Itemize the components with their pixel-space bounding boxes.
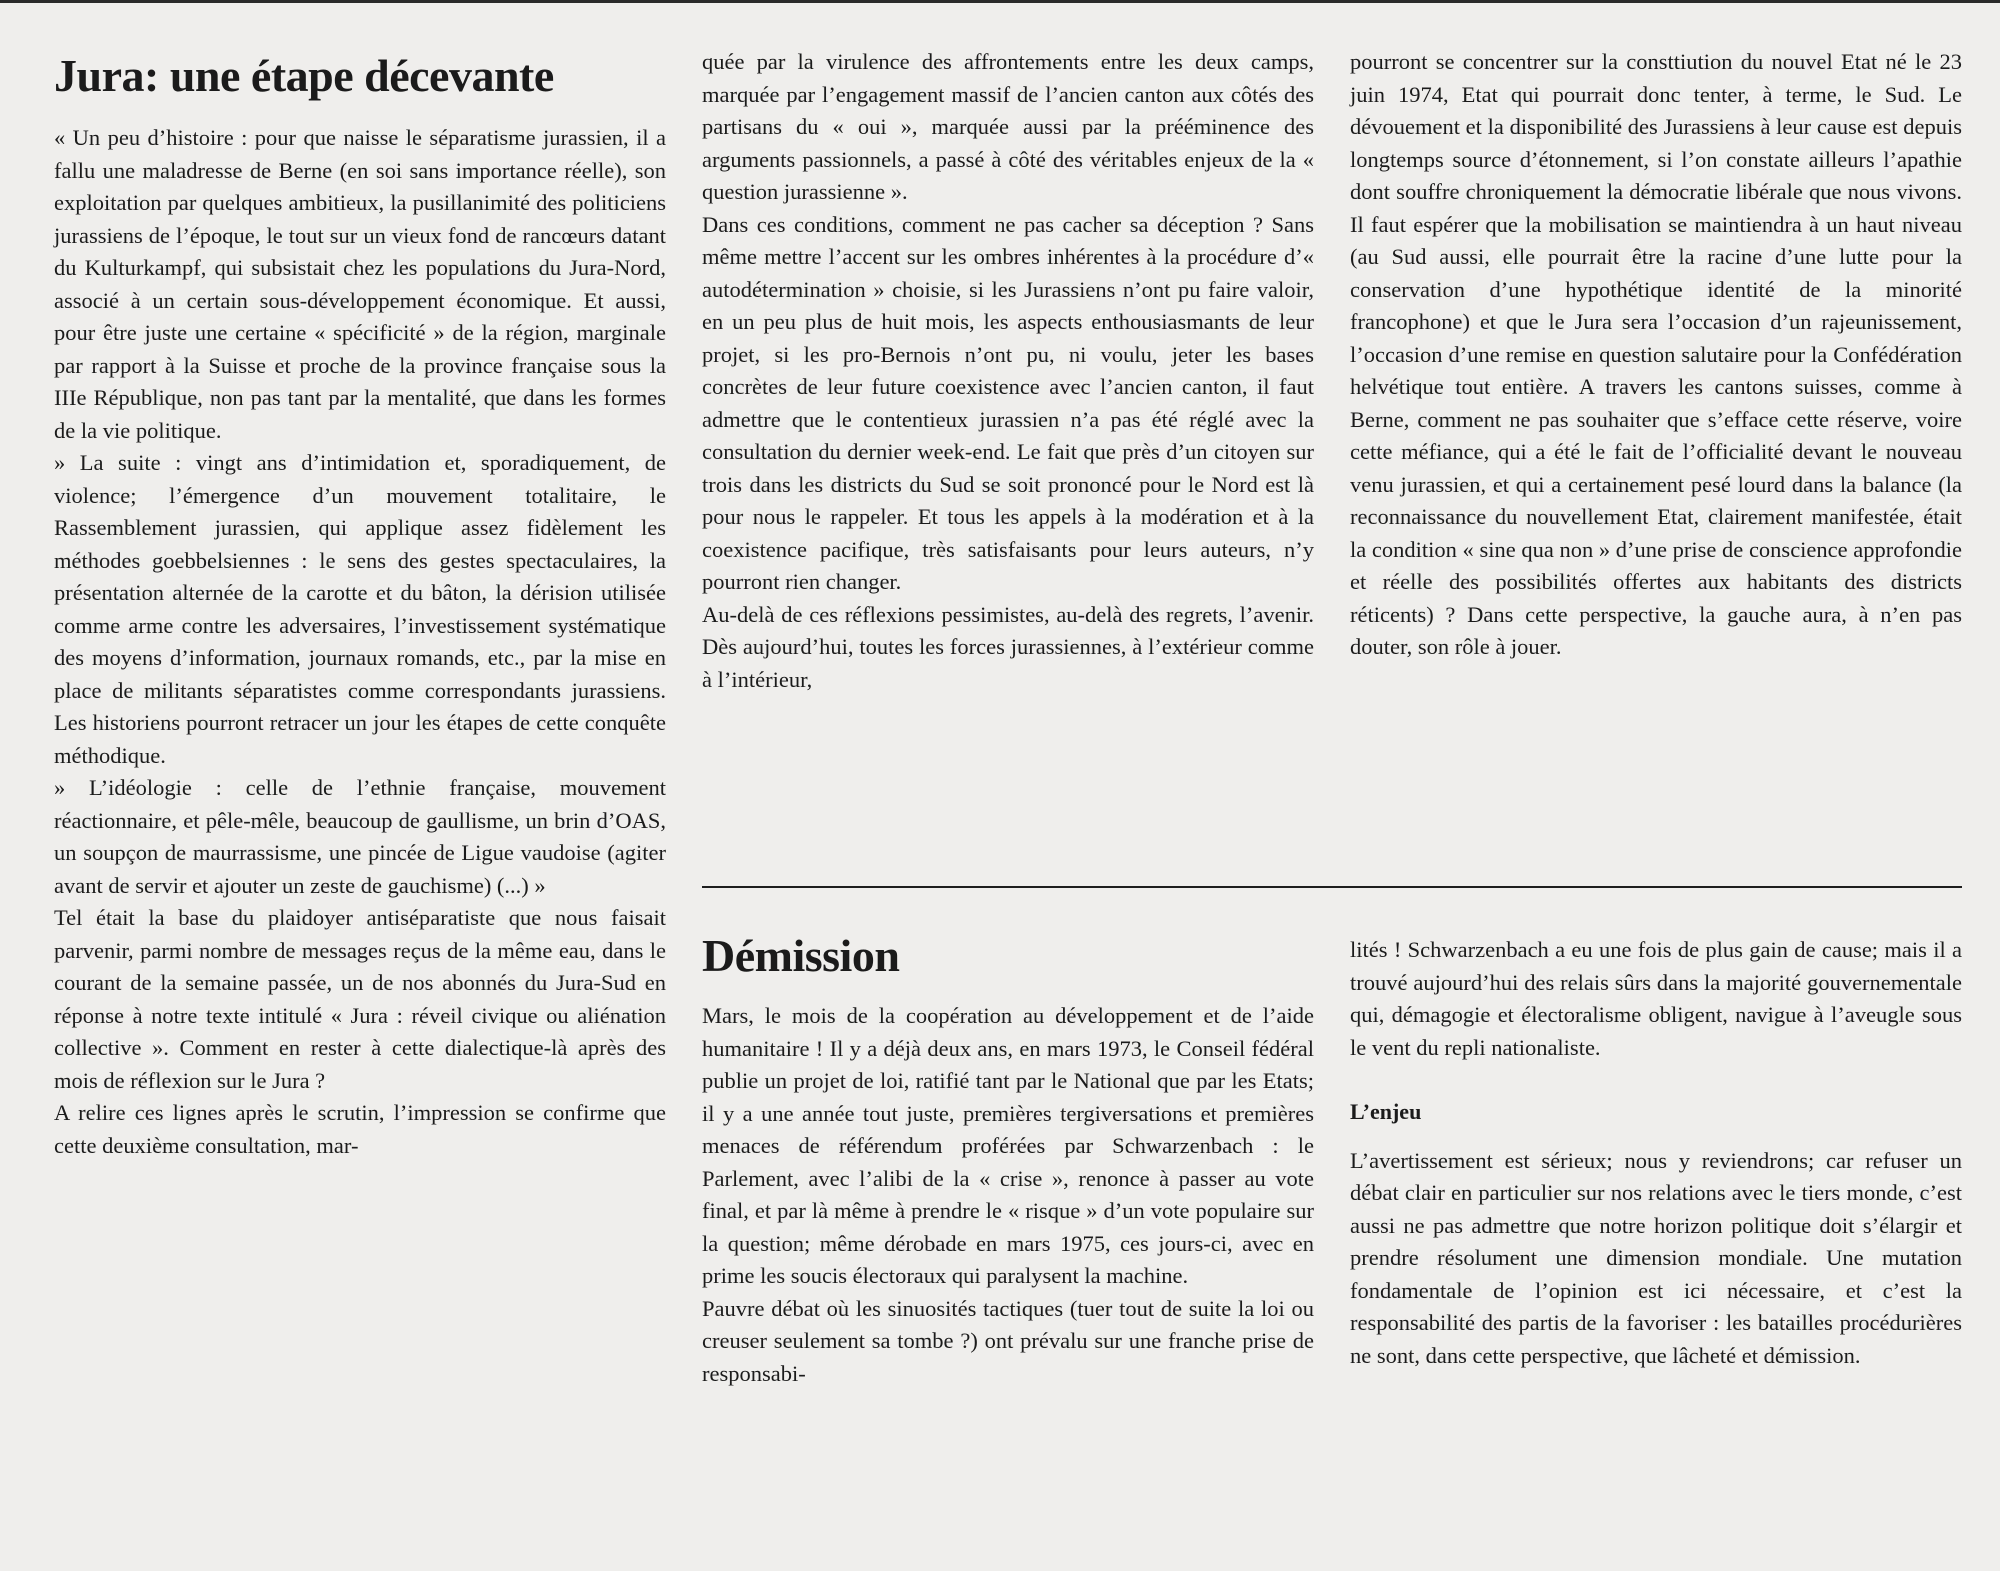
paragraph: quée par la virulence des affrontements entre les deux camps, marquée par l’engagement massif de l’ancien canton aux côtés des partisans du « oui », marquée aussi par la prééminence des arguments passionnels, a passé à côté des véritables enjeux de la « question jurassienne ». bbox=[702, 49, 1314, 204]
paragraph: « Un peu d’histoire : pour que naisse le séparatisme jurassien, il a fallu une maladresse de Berne (en soi sans importance réelle), son exploitation par quelques ambitieux, la pusillanimité des politiciens jurassiens de l’époque, le tout sur un vieux fond de rancœurs datant du Kulturkampf, qui subsistait chez les populations du Jura-Nord, associé à un certain sous-développement économique. Et aussi, pour être juste une certaine « spécificité » de la région, marginale par rapport à la Suisse et proche de la province française sous la IIIe République, non pas tant par la mentalité, que dans les formes de la vie politique. bbox=[54, 125, 666, 443]
paragraph: Au-delà de ces réflexions pessimistes, au-delà des regrets, l’avenir. Dès aujourd’hui, toutes les forces jurassiennes, à l’extérieur comme à l’intérieur, bbox=[702, 601, 1314, 692]
section-divider bbox=[702, 886, 1962, 888]
demission-column-2 bbox=[1350, 934, 1962, 1372]
jura-column-1 bbox=[54, 122, 666, 1162]
paragraph: Tel était la base du plaidoyer antiséparatiste que nous faisait parvenir, parmi nombre de messages reçus de la même eau, dans le courant de la semaine passée, un de nos abonnés du Jura-Sud en réponse à notre texte intitulé « Jura : réveil civique ou aliénation collective ». Comment en rester à cette dialectique-là après des mois de réflexion sur le Jura ? bbox=[54, 905, 666, 1093]
jura-column-3 bbox=[1350, 46, 1962, 664]
article-title-demission: Démission bbox=[702, 930, 900, 981]
subheading-enjeu: L’enjeu bbox=[1350, 1099, 1422, 1124]
paragraph: Mars, le mois de la coopération au développement et de l’aide humanitaire ! Il y a déjà deux ans, en mars 1973, le Conseil fédéral publie un projet de loi, ratifié tant par le National que par les Etats; il y a une année tout juste, premières tergiversations et premières menaces de référendum proférées par Schwarzenbach : le Parlement, avec l’alibi de la « crise », renonce à passer au vote final, et par là même à prendre le « risque » d’un vote populaire sur la question; même dérobade en mars 1975, ces jours-ci, avec en prime les soucis électoraux qui paralysent la machine. bbox=[702, 1003, 1314, 1288]
paragraph: Dans ces conditions, comment ne pas cacher sa déception ? Sans même mettre l’accent sur les ombres inhérentes à la procédure d’« autodétermination » choisie, si les Jurassiens n’ont pu faire valoir, en un peu plus de huit mois, les aspects enthousiasmants de leur projet, si les pro-Bernois n’ont pu, ni voulu, jeter les bases concrètes de leur future coexistence avec l’ancien canton, il faut admettre que le contentieux jurassien n’a pas été réglé avec la consultation du dernier week-end. Le fait que près d’un citoyen sur trois dans les districts du Sud se soit prononcé pour le Nord est là pour nous le rappeler. Et tous les appels à la modération et à la coexistence pacifique, très satisfaisants pour leurs auteurs, n’y pourront rien changer. bbox=[702, 211, 1314, 594]
paragraph: L’avertissement est sérieux; nous y reviendrons; car refuser un débat clair en particulier sur nos relations avec le tiers monde, c’est aussi ne pas admettre que notre horizon politique doit s’élargir et prendre résolument une dimension mondiale. Une mutation fondamentale de l’opinion est ici nécessaire, et c’est la responsabilité des partis de la favoriser : les batailles procédurières ne sont, dans cette perspective, que lâcheté et démission. bbox=[1350, 1147, 1962, 1368]
top-border bbox=[0, 0, 2000, 3]
paragraph: » La suite : vingt ans d’intimidation et, sporadiquement, de violence; l’émergence d’un mouvement totalitaire, le Rassemblement jurassien, qui applique assez fidèlement les méthodes goebbelsiennes : le sens des gestes spectaculaires, la présentation alternée de la carotte et du bâton, la dérision utilisée comme arme contre les adversaires, l’investissement systématique des moyens d’information, journaux romands, etc., par la mise en place de militants séparatistes comme correspondants jurassiens. Les historiens pourront retracer un jour les étapes de cette conquête méthodique. bbox=[54, 450, 666, 768]
paragraph: » L’idéologie : celle de l’ethnie française, mouvement réactionnaire, et pêle-mêle, beaucoup de gaullisme, un brin d’OAS, un soupçon de maurrassisme, une pincée de Ligue vaudoise (agiter avant de servir et ajouter un zeste de gauchisme) (...) » bbox=[54, 775, 666, 898]
article-title-jura: Jura: une étape décevante bbox=[54, 50, 554, 101]
paragraph: pourront se concentrer sur la consttiution du nouvel Etat né le 23 juin 1974, Etat qui pourrait donc tenter, à terme, le Sud. Le dévouement et la disponibilité des Jurassiens à leur cause est depuis longtemps source d’étonnement, si l’on constate ailleurs l’apathie dont souffre chroniquement la démocratie libérale que nous vivons. Il faut espérer que la mobilisation se maintiendra à un haut niveau (au Sud aussi, elle pourrait être la racine d’une lutte pour la conservation d’une hypothétique identité de la minorité francophone) et que le Jura sera l’occasion d’un rajeunissement, l’occasion d’une remise en question salutaire pour la Confédération helvétique tout entière. A travers les cantons suisses, comme à Berne, comment ne pas souhaiter que s’efface cette réserve, voire cette méfiance, qui a été le fait de l’officialité devant le nouveau venu jurassien, et qui a certainement pesé lourd dans la balance (la reconnaissance du nouvellement Etat, clairement manifestée, était la condition « sine qua non » d’une prise de conscience approfondie et réelle des possibilités offertes aux habitants des districts réticents) ? Dans cette perspective, la gauche aura, à n’en pas douter, son rôle à jouer. bbox=[1350, 49, 1962, 659]
demission-column-1 bbox=[702, 1000, 1314, 1390]
jura-column-2 bbox=[702, 46, 1314, 696]
paragraph: A relire ces lignes après le scrutin, l’impression se confirme que cette deuxième consultation, mar- bbox=[54, 1100, 666, 1158]
paragraph: lités ! Schwarzenbach a eu une fois de plus gain de cause; mais il a trouvé aujourd’hui des relais sûrs dans la majorité gouvernementale qui, démagogie et électoralisme obligent, navigue à l’aveugle sous le vent du repli nationaliste. bbox=[1350, 937, 1962, 1060]
paragraph: Pauvre débat où les sinuosités tactiques (tuer tout de suite la loi ou creuser seulement sa tombe ?) ont prévalu sur une franche prise de responsabi- bbox=[702, 1295, 1314, 1386]
